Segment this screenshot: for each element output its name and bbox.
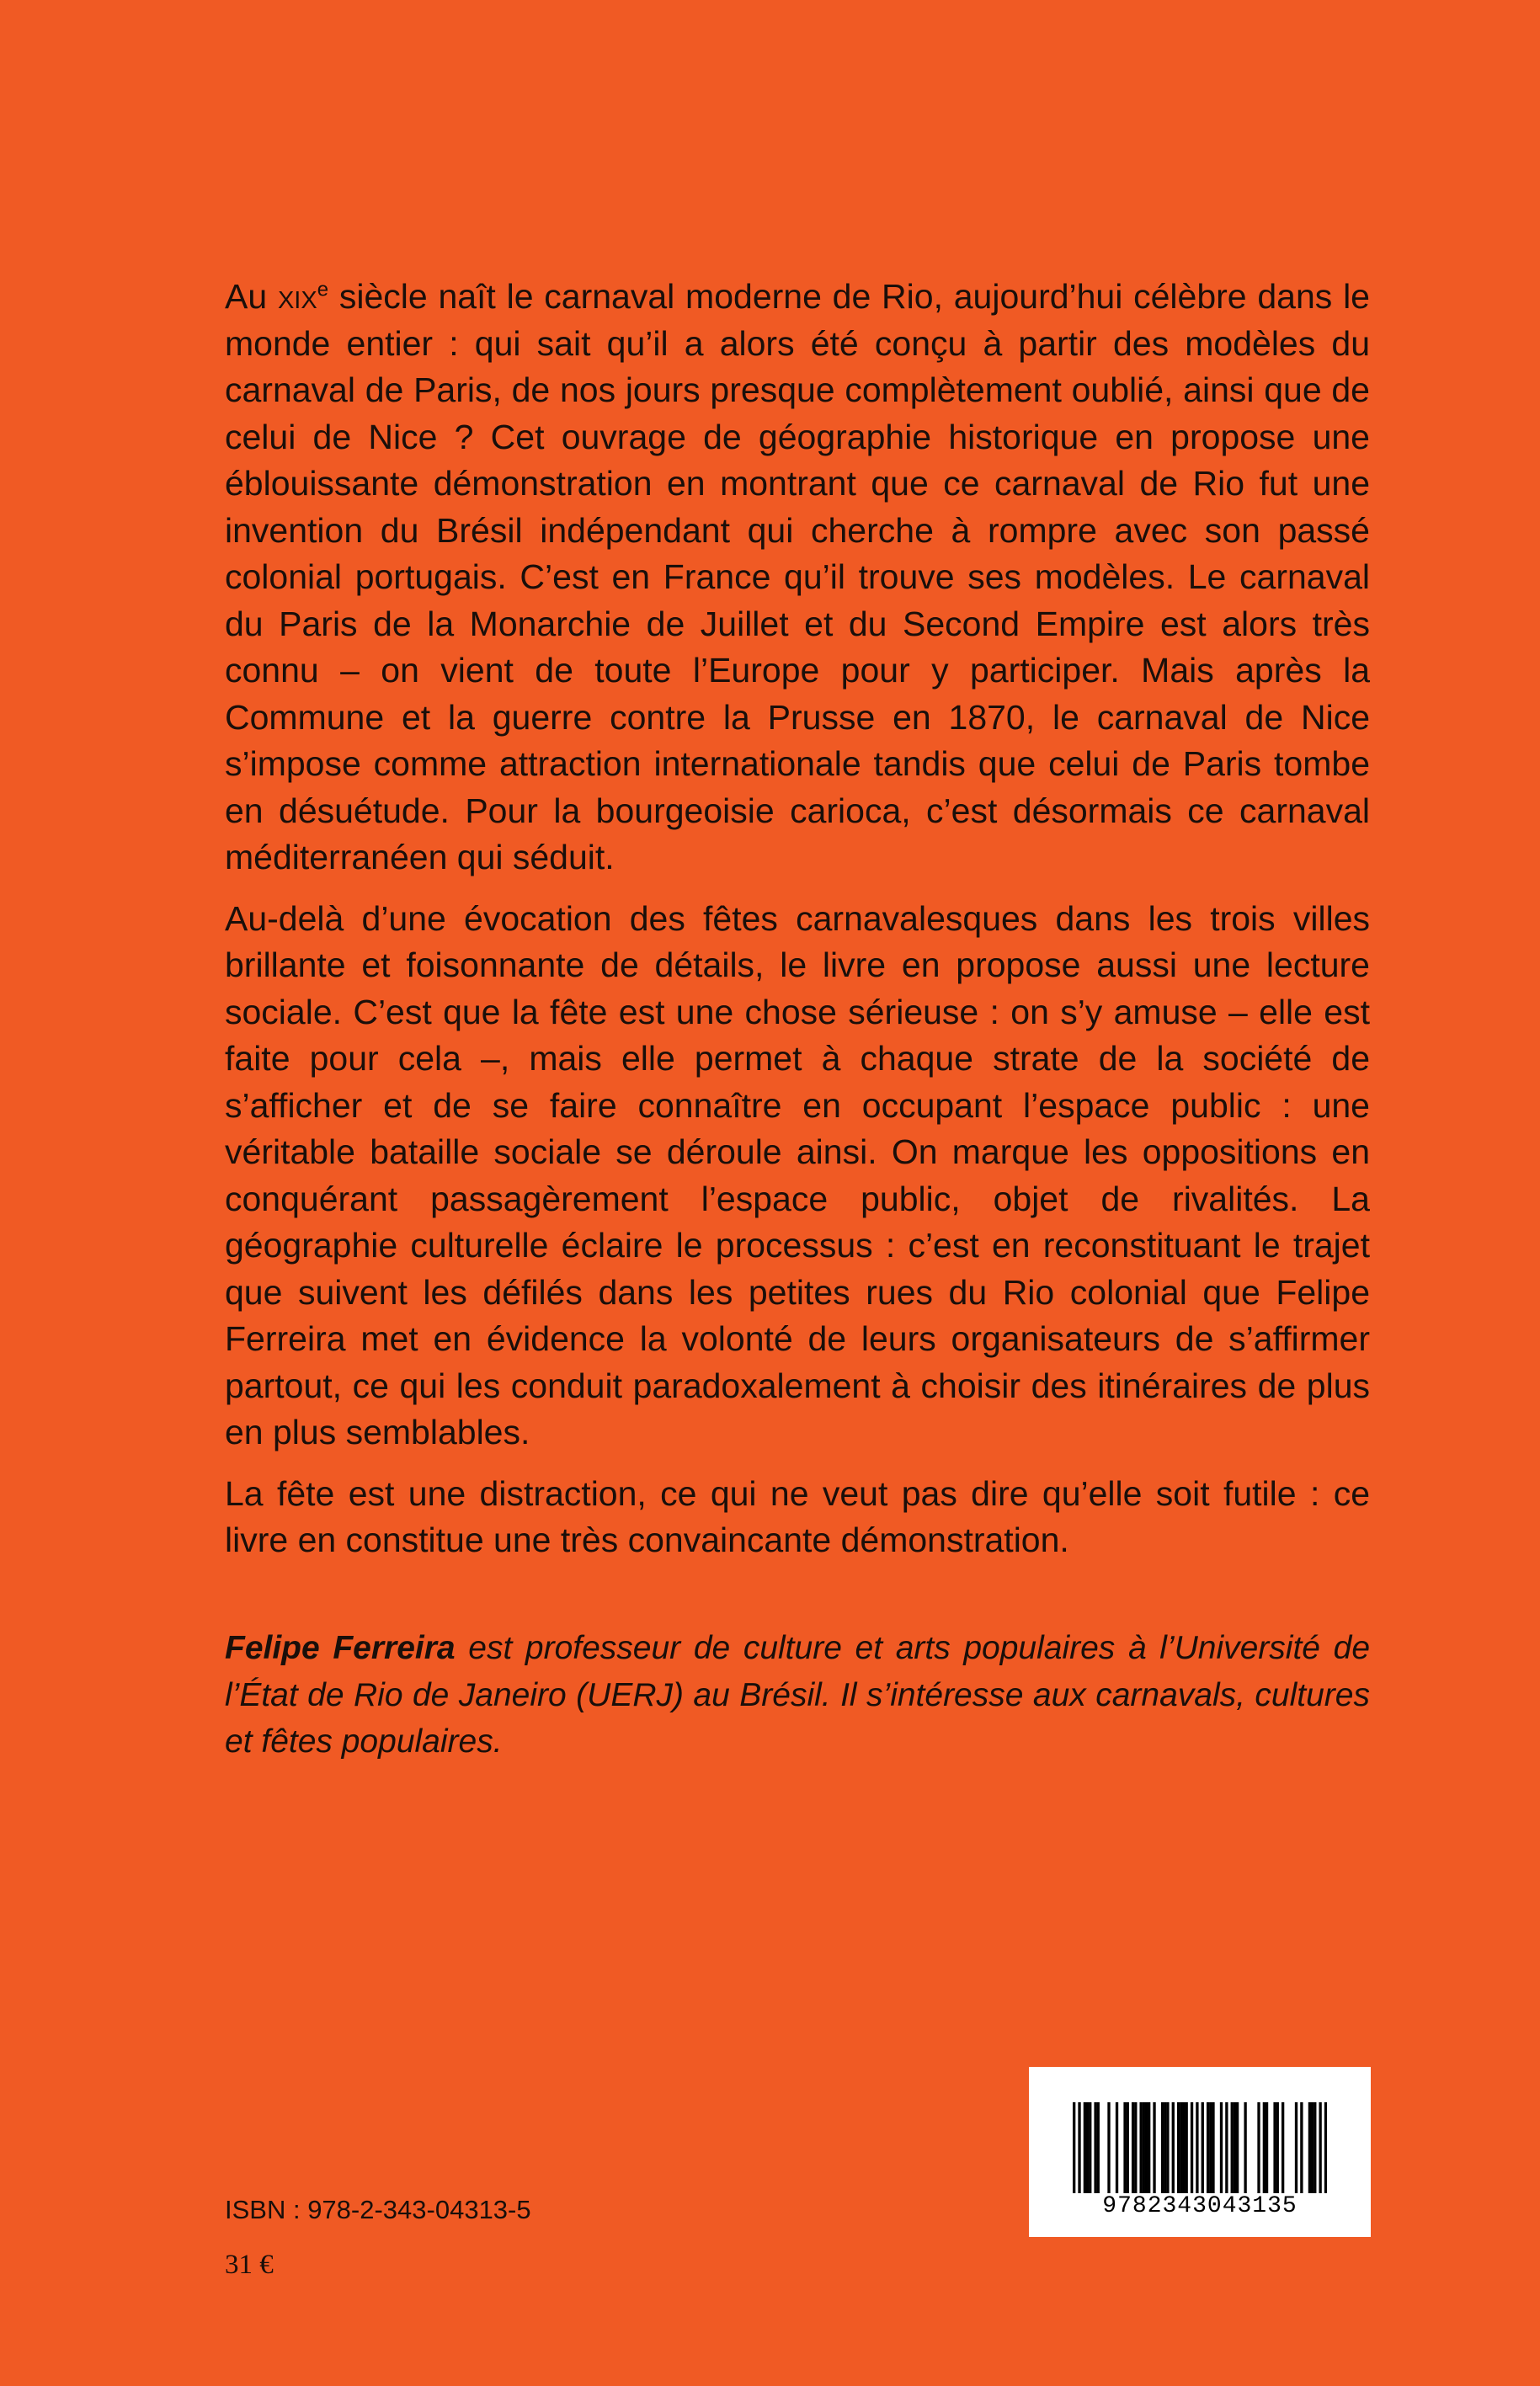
barcode-bar [1263, 2102, 1266, 2193]
blurb-paragraph-1: Au xix$^e$ siècle naît le carnaval moderne de Rio, aujourd’hui célèbre dans le monde entier : qui sait qu’il a alors été conçu à partir des modèles du carnaval de Paris, de nos jours presque complètement oublié, ainsi que de celui de Nice ? Cet ouvrage de géographie historique en propose une éblouissante démonstration en montrant que ce carnaval de Rio fut une invention du Brésil indépendant qui cherche à rompre avec son passé colonial portugais. C’est en France qu’il trouve ses modèles. Le carnaval du Paris de la Monarchie de Juillet et du Second Empire est alors très connu – on vient de toute l’Europe pour y participer. Mais après la Commune et la guerre contre la Prusse en 1870, le carnaval de Nice s’impose comme attraction internationale tandis que celui de Paris tombe en désuétude. Pour la bourgeoisie carioca, c’est désormais ce carnaval méditerranéen qui séduit. [225, 277, 1370, 876]
barcode-bar [1186, 2102, 1188, 2193]
barcode-bar [1164, 2102, 1166, 2193]
barcode-bar [1257, 2102, 1260, 2193]
barcode-bar [1180, 2102, 1182, 2193]
barcode-bar [1078, 2102, 1080, 2193]
barcode-bar [1266, 2102, 1268, 2193]
barcode-bar [1166, 2102, 1169, 2193]
author-name: Felipe Ferreira [225, 1630, 456, 1666]
barcode-bar [1153, 2102, 1155, 2193]
barcode-bar [1308, 2102, 1311, 2193]
century-superscript: e [317, 278, 329, 301]
price-label: 31 € [225, 2250, 274, 2280]
barcode-bar [1191, 2102, 1193, 2193]
barcode-bar [1231, 2102, 1234, 2193]
barcode-bar [1107, 2102, 1110, 2193]
barcode-bar [1182, 2102, 1185, 2193]
barcode-bar [1143, 2102, 1145, 2193]
barcode-bar [1094, 2102, 1096, 2193]
barcode-bar [1209, 2102, 1212, 2193]
barcode-bar [1244, 2102, 1246, 2193]
barcode-bar [1202, 2102, 1204, 2193]
barcode-bar [1324, 2102, 1327, 2193]
barcode-bar [1311, 2102, 1314, 2193]
blurb-paragraph-2: Au-delà d’une évocation des fêtes carnavalesques dans les trois villes brillante et foisonnante de détails, le livre en propose aussi une lecture sociale. C’est que la fête est une chose sérieuse : on s’y amuse – elle est faite pour cela –, mais elle permet à chaque strate de la société de s’afficher et de se faire connaître en occupant l’espace public : une véritable bataille sociale se déroule ainsi. On marque les oppositions en conquérant passagèrement l’espace public, objet de rivalités. La géographie culturelle éclaire le processus : c’est en reconstituant le trajet que suivent les défilés dans les petites rues du Rio colonial que Felipe Ferreira met en évidence la volonté de leurs organisateurs de s’affirmer partout, ce qui les conduit paradoxalement à choisir des itinéraires de plus en plus semblables. [225, 898, 1370, 1451]
barcode-bar [1086, 2102, 1089, 2193]
barcode-bar [1134, 2102, 1137, 2193]
barcode-bar [1073, 2102, 1075, 2193]
barcode-bar [1276, 2102, 1279, 2193]
author-bio [225, 1625, 1370, 1766]
barcode-bar [1132, 2102, 1134, 2193]
author-bio-text: est professeur de culture et arts populaires à l’Université de l’État de Rio de Janeiro (UERJ) au Brésil. Il s’intéresse aux carnavals, cultures et fêtes populaires. [225, 1630, 1371, 1760]
barcode-bar [1300, 2102, 1303, 2193]
barcode-bar [1097, 2102, 1100, 2193]
barcode-number: 9782343043135 [1102, 2193, 1298, 2219]
barcode [1029, 2067, 1371, 2237]
barcode-bar [1116, 2102, 1118, 2193]
barcode-bar [1234, 2102, 1236, 2193]
barcode-bar [1172, 2102, 1175, 2193]
book-blurb [225, 274, 1370, 1579]
century-numeral: xix [277, 277, 317, 316]
barcode-bar [1212, 2102, 1214, 2193]
barcode-bar [1177, 2102, 1180, 2193]
barcode-bar [1123, 2102, 1126, 2193]
barcode-bar [1314, 2102, 1316, 2193]
barcode-bar [1139, 2102, 1142, 2193]
barcode-bar [1282, 2102, 1284, 2193]
barcode-bar [1236, 2102, 1239, 2193]
barcode-bar [1089, 2102, 1091, 2193]
barcode-bar [1273, 2102, 1276, 2193]
blurb-paragraph-3: La fête est une distraction, ce qui ne veut pas dire qu’elle soit futile : ce livre en constitue une très convaincante démonstration. [225, 1473, 1370, 1559]
barcode-bar [1145, 2102, 1148, 2193]
barcode-bar [1196, 2102, 1198, 2193]
barcode-bar [1084, 2102, 1086, 2193]
barcode-bar [1295, 2102, 1298, 2193]
barcode-bars [1073, 2102, 1327, 2193]
barcode-bar [1161, 2102, 1164, 2193]
barcode-bar [1127, 2102, 1129, 2193]
isbn-label: ISBN : 978-2-343-04313-5 [225, 2195, 531, 2224]
barcode-bar [1225, 2102, 1228, 2193]
barcode-bar [1319, 2102, 1321, 2193]
barcode-bar [1220, 2102, 1223, 2193]
barcode-bar [1148, 2102, 1150, 2193]
barcode-bar [1207, 2102, 1209, 2193]
